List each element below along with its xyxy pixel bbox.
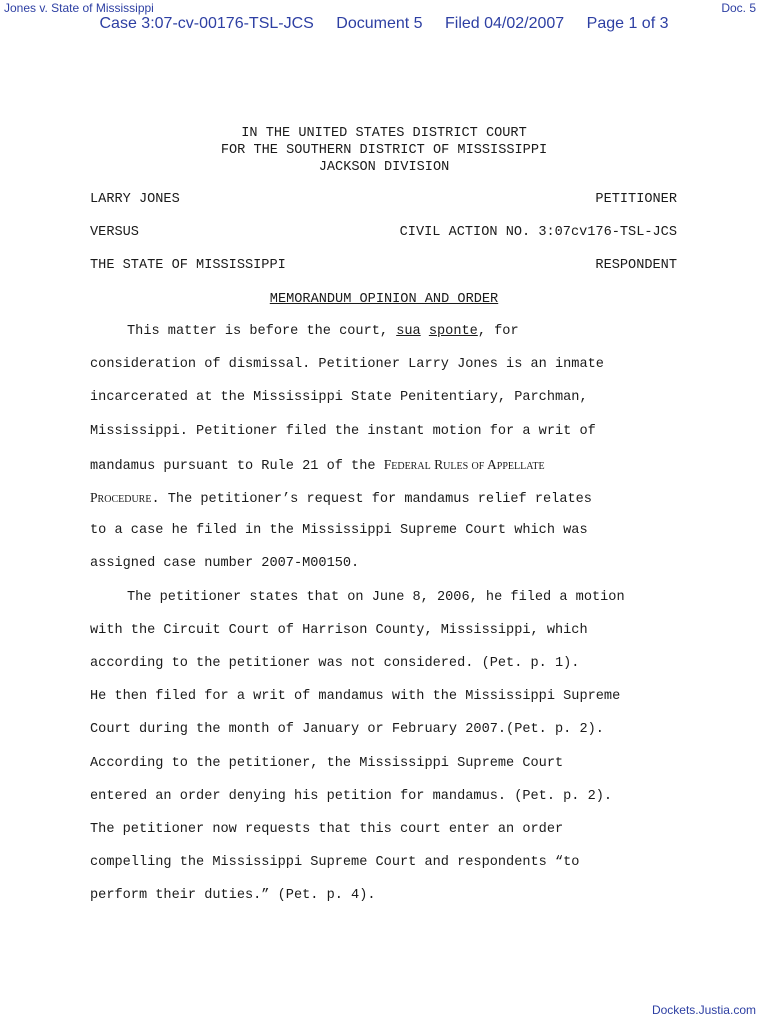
civil-action-number: CIVIL ACTION NO. 3:07cv176-TSL-JCS [399, 225, 677, 240]
body-line: assigned case number 2007-M00150. [90, 556, 360, 571]
body-text: . The petitioner’s request for mandamus relief relates [151, 492, 592, 507]
body-line: The petitioner now requests that this court enter an order [90, 822, 564, 837]
body-text: mandamus pursuant to Rule 21 of the [90, 459, 384, 474]
party-row-versus [90, 225, 677, 240]
respondent-name: THE STATE OF MISSISSIPPI [90, 258, 286, 273]
party-row-petitioner [90, 192, 677, 207]
body-line: The petitioner states that on June 8, 2006, he filed a motion [127, 590, 625, 605]
rules-citation: Procedure [90, 490, 152, 505]
emphasis-sua: sua [396, 324, 421, 339]
rules-citation: Federal Rules of Appellate [383, 457, 545, 472]
body-line: according to the petitioner was not considered. (Pet. p. 1). [90, 656, 580, 671]
court-heading [0, 125, 768, 176]
body-line [90, 457, 545, 474]
body-line [127, 324, 519, 339]
document-title-text: MEMORANDUM OPINION AND ORDER [269, 292, 499, 307]
filed-date: Filed 04/02/2007 [444, 15, 565, 32]
case-number: Case 3:07-cv-00176-TSL-JCS [99, 15, 314, 32]
petitioner-role: PETITIONER [595, 192, 677, 207]
body-line: incarcerated at the Mississippi State Penitentiary, Parchman, [90, 390, 588, 405]
document-title [0, 292, 768, 307]
body-line: with the Circuit Court of Harrison County, Mississippi, which [90, 623, 588, 638]
party-row-respondent [90, 258, 677, 273]
source-link[interactable]: Dockets.Justia.com [651, 1003, 756, 1017]
filing-header [0, 15, 768, 33]
document-number: Document 5 [336, 15, 423, 32]
doc-number-link[interactable]: Doc. 5 [721, 1, 756, 15]
body-line: perform their duties.” (Pet. p. 4). [90, 888, 376, 903]
body-line: entered an order denying his petition for mandamus. (Pet. p. 2). [90, 789, 613, 804]
court-line-1: IN THE UNITED STATES DISTRICT COURT [241, 126, 527, 141]
petitioner-name: LARRY JONES [90, 192, 180, 207]
body-line: Mississippi. Petitioner filed the instant motion for a writ of [90, 424, 596, 439]
body-line: Court during the month of January or February 2007.(Pet. p. 2). [90, 722, 604, 737]
body-line: consideration of dismissal. Petitioner Larry Jones is an inmate [90, 357, 604, 372]
court-line-2: FOR THE SOUTHERN DISTRICT OF MISSISSIPPI [220, 143, 548, 158]
body-line: He then filed for a writ of mandamus with the Mississippi Supreme [90, 689, 621, 704]
body-line [90, 490, 592, 507]
court-line-3: JACKSON DIVISION [318, 160, 450, 175]
emphasis-sponte: sponte [428, 324, 478, 339]
body-line: compelling the Mississippi Supreme Court and respondents “to [90, 855, 580, 870]
body-text: , for [477, 324, 519, 339]
body-line: According to the petitioner, the Mississippi Supreme Court [90, 756, 564, 771]
case-title-link[interactable]: Jones v. State of Mississippi [4, 1, 154, 15]
page-indicator: Page 1 of 3 [586, 15, 669, 32]
body-text: This matter is before the court, [127, 324, 397, 339]
body-line: to a case he filed in the Mississippi Supreme Court which was [90, 523, 588, 538]
respondent-role: RESPONDENT [595, 258, 677, 273]
versus-label: VERSUS [90, 225, 139, 240]
